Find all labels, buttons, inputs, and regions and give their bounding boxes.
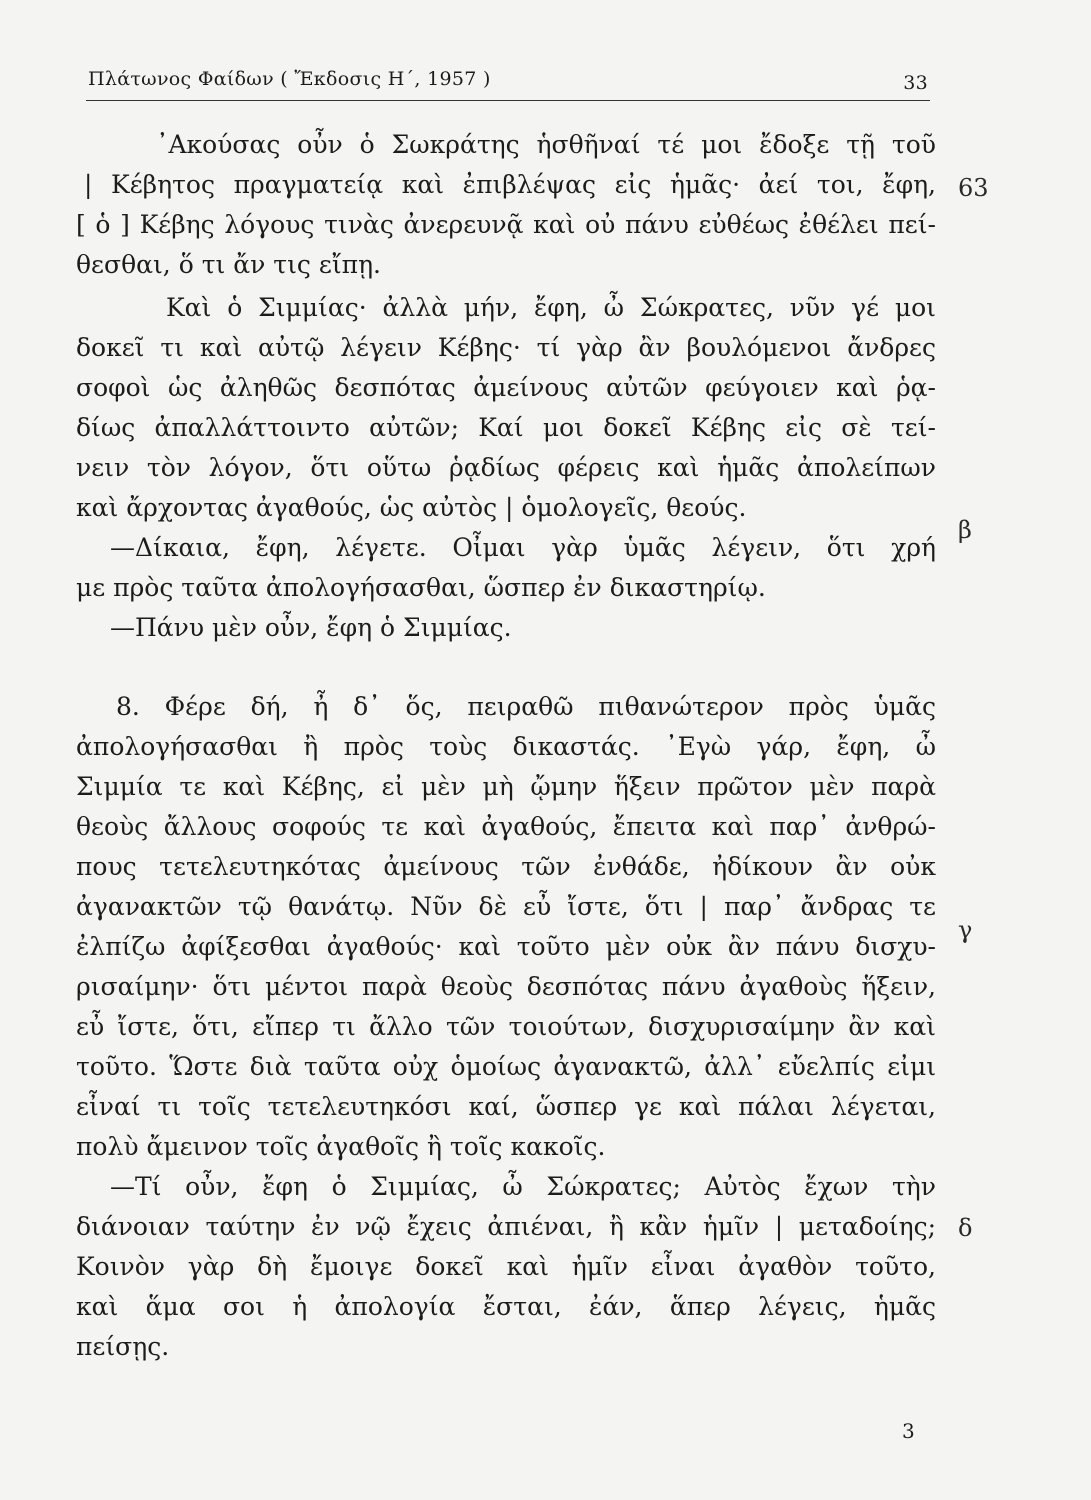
text-line: ᾿Ακούσας οὖν ὁ Σωκράτης ἡσθῆναί τέ μοι ἔδοξε τῇ τοῦ xyxy=(156,130,936,159)
text-line: Σιμμία τε καὶ Κέβης, εἰ μὲν μὴ ᾤμην ἥξειν πρῶτον μὲν παρὰ xyxy=(76,772,936,801)
text-line: πολὺ ἄμεινον τοῖς ἀγαθοῖς ἢ τοῖς κακοῖς. xyxy=(76,1132,606,1161)
text-line: Κοινὸν γὰρ δὴ ἔμοιγε δοκεῖ καὶ ἡμῖν εἶναι ἀγαθὸν τοῦτο, xyxy=(76,1252,936,1281)
text-line: διάνοιαν ταύτην ἐν νῷ ἔχεις ἀπιέναι, ἢ κἂν ἡμῖν | μεταδοίης; xyxy=(76,1212,936,1241)
text-line: —Τί οὖν, ἔφη ὁ Σιμμίας, ὦ Σώκρατες; Αὐτὸς ἔχων τὴν xyxy=(110,1172,936,1201)
text-line: [ ὁ ] Κέβης λόγους τινὰς ἀνερευνᾷ καὶ οὐ πάνυ εὐθέως ἐθέλει πεί- xyxy=(76,210,936,239)
text-line: τοῦτο. Ὥστε διὰ ταῦτα οὐχ ὁμοίως ἀγανακτῶ, ἀλλ᾿ εὔελπίς εἰμι xyxy=(76,1052,936,1081)
running-title: Πλάτωνος Φαίδων ( Ἔκδοσις Η΄, 1957 ) xyxy=(88,68,491,90)
text-line: θεσθαι, ὅ τι ἄν τις εἴπῃ. xyxy=(76,250,381,279)
text-line: —Πάνυ μὲν οὖν, ἔφη ὁ Σιμμίας. xyxy=(110,613,512,642)
text-line: ἐλπίζω ἀφίξεσθαι ἀγαθούς· καὶ τοῦτο μὲν οὐκ ἂν πάνυ δισχυ- xyxy=(76,932,936,961)
margin-section-c: γ xyxy=(958,916,973,944)
text-line: πους τετελευτηκότας ἀμείνους τῶν ἐνθάδε, ἠδίκουν ἂν οὐκ xyxy=(76,852,936,881)
text-line: ρισαίμην· ὅτι μέντοι παρὰ θεοὺς δεσπότας πάνυ ἀγαθοὺς ἥξειν, xyxy=(76,972,936,1001)
text-line: δίως ἀπαλλάττοιντο αὐτῶν; Καί μοι δοκεῖ Κέβης εἰς σὲ τεί- xyxy=(76,413,936,442)
text-line: δοκεῖ τι καὶ αὐτῷ λέγειν Κέβης· τί γὰρ ἂν βουλόμενοι ἄνδρες xyxy=(76,333,936,362)
text-line: καὶ ἄρχοντας ἀγαθούς, ὡς αὐτὸς | ὁμολογεῖς, θεούς. xyxy=(76,493,747,522)
text-line: εὖ ἴστε, ὅτι, εἴπερ τι ἄλλο τῶν τοιούτων, δισχυρισαίμην ἂν καὶ xyxy=(76,1012,936,1041)
text-line: πείσῃς. xyxy=(76,1332,170,1361)
margin-section-d: δ xyxy=(958,1214,973,1242)
text-line: 8. Φέρε δή, ἦ δ᾿ ὅς, πειραθῶ πιθανώτερον πρὸς ὑμᾶς xyxy=(116,692,936,721)
text-line: καὶ ἅμα σοι ἡ ἀπολογία ἔσται, ἐάν, ἅπερ λέγεις, ἡμᾶς xyxy=(76,1292,936,1321)
margin-stephanus-63: 63 xyxy=(958,174,989,202)
text-line: —Δίκαια, ἔφη, λέγετε. Οἶμαι γὰρ ὑμᾶς λέγειν, ὅτι χρή xyxy=(110,533,936,562)
text-line: ἀπολογήσασθαι ἢ πρὸς τοὺς δικαστάς. ᾿Εγὼ γάρ, ἔφη, ὦ xyxy=(76,732,936,761)
text-line: νειν τὸν λόγον, ὅτι οὕτω ῥᾳδίως φέρεις καὶ ἡμᾶς ἀπολείπων xyxy=(76,453,936,482)
text-line: θεοὺς ἄλλους σοφούς τε καὶ ἀγαθούς, ἔπειτα καὶ παρ᾿ ἀνθρώ- xyxy=(76,812,936,841)
text-line: με πρὸς ταῦτα ἀπολογήσασθαι, ὥσπερ ἐν δικαστηρίῳ. xyxy=(76,573,766,602)
header-rule xyxy=(86,100,930,101)
signature-mark: 3 xyxy=(902,1419,915,1443)
text-line: σοφοὶ ὡς ἀληθῶς δεσπότας ἀμείνους αὐτῶν φεύγοιεν καὶ ῥᾳ- xyxy=(76,373,936,402)
text-line: εἶναί τι τοῖς τετελευτηκόσι καί, ὥσπερ γε καὶ πάλαι λέγεται, xyxy=(76,1092,936,1121)
text-line: ἀγανακτῶν τῷ θανάτῳ. Νῦν δὲ εὖ ἴστε, ὅτι | παρ᾿ ἄνδρας τε xyxy=(76,892,936,921)
text-line: Καὶ ὁ Σιμμίας· ἀλλὰ μήν, ἔφη, ὦ Σώκρατες, νῦν γέ μοι xyxy=(166,293,936,322)
page-number: 33 xyxy=(903,72,928,94)
margin-section-b: β xyxy=(958,516,972,544)
text-line: | Κέβητος πραγματείᾳ καὶ ἐπιβλέψας εἰς ἡμᾶς· ἀεί τοι, ἔφη, xyxy=(84,170,936,199)
